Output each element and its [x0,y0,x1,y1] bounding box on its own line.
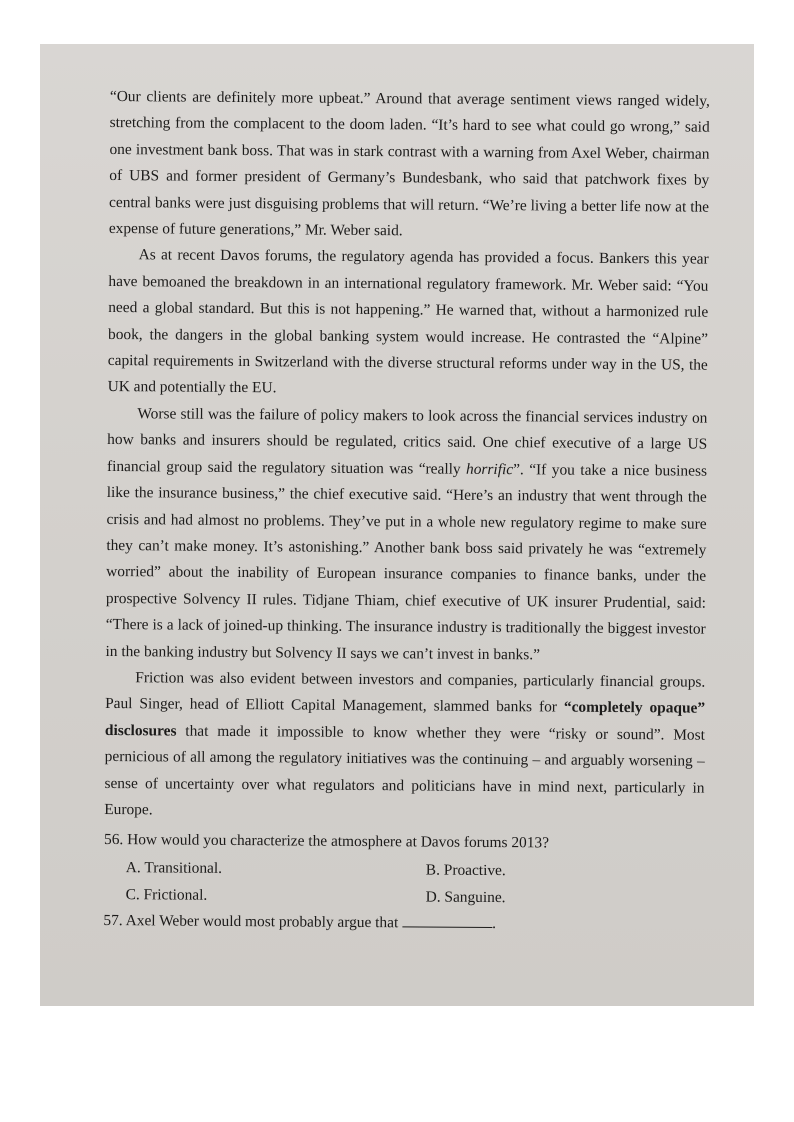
option-c: C. Frictional. [125,885,208,904]
paragraph-3-text-a: Worse still was the failure of policy makers to look across the financial services industry on how banks and insurers should be regulated, critics said. One chief executive of a large US financial group said the regulatory situation was “really [106,405,708,478]
option-d: D. Sanguine. [425,888,506,906]
paragraph-2: As at recent Davos forums, the regulatory agenda has provided a focus. Bankers this year have bemoaned the breakdown in an international regulatory framework. Mr. Weber said: “You need a global standard. But this is not happening.” He warned that, without a harmonized rule book, the dangers in the global banking system would increase. He contrasted the “Alpine” capital requirements in Switzerland with the diverse structural reforms under way in the US, the UK and potentially the EU. [107,246,709,397]
question-57-text: 57. Axel Weber would most probably argue that [103,911,399,932]
question-57 [103,908,703,939]
question-57-end: . [492,914,497,932]
photo-of-exam-page [40,44,754,1006]
paragraph-4-text-a: Friction was also evident between investors and companies, particularly financial groups. Paul Singer, head of Elliott Capital Management, slammed banks for [105,669,706,716]
paragraph-3 [105,401,707,670]
paragraph-4-text-b: that made it impossible to know whether they were “risky or sound”. Most pernicious of all among the regulatory initiatives was the continuing – and arguably worsening – sense of uncertainty over what regulators and politicians have in mind next, particularly in Europe. [104,722,705,819]
question-56: 56. How would you characterize the atmosphere at Davos forums 2013? [103,831,550,852]
option-a: A. Transitional. [125,858,223,877]
option-b: B. Proactive. [425,861,506,879]
answer-blank [402,910,492,928]
paragraph-1: “Our clients are definitely more upbeat.” Around that average sentiment views ranged widely, stretching from the complacent to the doom laden. “It’s hard to see what could go wrong,” said one investment bank boss. That was in stark contrast with a warning from Axel Weber, chairman of UBS and former president of Germany’s Bundesbank, who said that patchwork fixes by central banks were just disguising problems that will return. “We’re living a better life now at the expense of future generations,” Mr. Weber said. [108,87,710,240]
paragraph-4 [104,665,705,828]
paragraph-4-bold: “completely opaque” disclosures [104,698,706,740]
question-56-options [126,854,704,913]
paragraph-3-text-b: ”. “If you take a nice business like the insurance business,” the chief executive said. “Here’s an industry that went through the crisis and had almost no problems. They’ve put in a whole new regulatory regime to make sure they can’t make money. It’s astonishing.” Another bank boss said privately he was “extremely worried” about the inability of European insurance companies to finance banks, under the prospective Solvency II rules. Tidjane Thiam, chief executive of UK insurer Prudential, said: “There is a lack of joined-up thinking. The insurance industry is traditionally the biggest investor in the banking industry but Solvency II says we can’t invest in banks.” [105,460,708,663]
exam-page-text [103,84,710,939]
paragraph-3-italic: horrific [466,460,514,478]
